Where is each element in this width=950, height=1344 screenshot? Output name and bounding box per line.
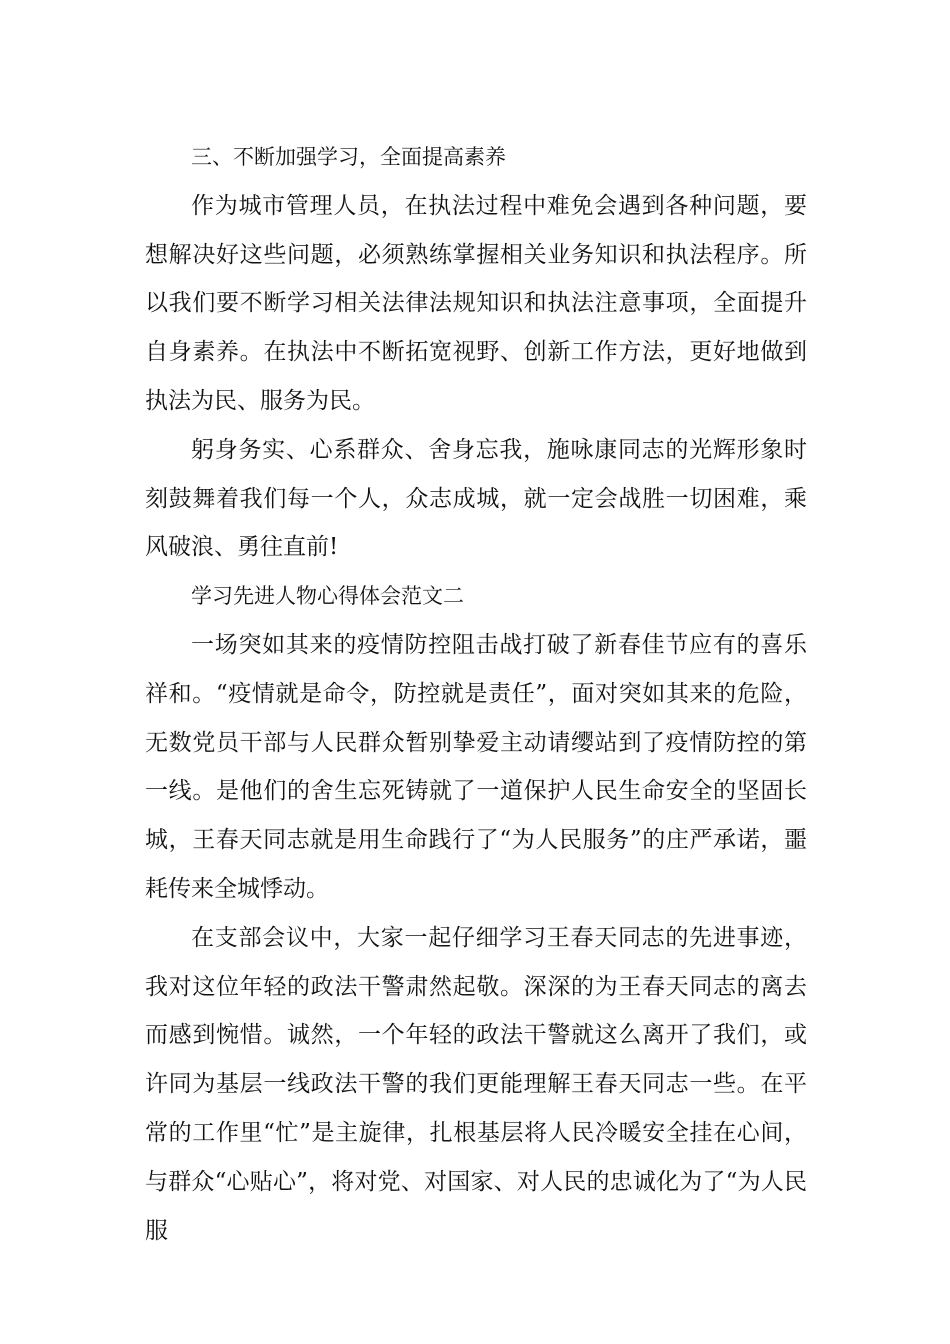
paragraph-text: 作为城市管理人员，在执法过程中难免会遇到各种问题，要想解决好这些问题，必须熟练掌握相关业务知识和执法程序。所以我们要不断学习相关法律法规知识和执法注意事项，全面提升自身素养。在执法中不断拓宽视野、创新工作方法，更好地做到执法为民、服务为民。	[145, 192, 807, 414]
paragraph-text: 在支部会议中，大家一起仔细学习王春天同志的先进事迹，我对这位年轻的政法干警肃然起敬。深深的为王春天同志的离去而感到惋惜。诚然，一个年轻的政法干警就这么离开了我们，或许同为基层一线政法干警的我们更能理解王春天同志一些。在平常的工作里“忙”是主旋律，扎根基层将人民冷暖安全挂在心间，与群众“心贴心”，将对党、对国家、对人民的忠诚化为了“为人民服	[145, 924, 807, 1244]
paragraph-text: 一场突如其来的疫情防控阻击战打破了新春佳节应有的喜乐祥和。“疫情就是命令，防控就是责任”，面对突如其来的危险，无数党员干部与人民群众暂别挚爱主动请缨站到了疫情防控的第一线。是他们的舍生忘死铸就了一道保护人民生命安全的坚固长城，王春天同志就是用生命践行了“为人民服务”的庄严承诺，噩耗传来全城悸动。	[145, 631, 807, 902]
section-heading-strengthen-learning	[145, 133, 807, 182]
section-heading-text: 学习先进人物心得体会范文二	[191, 584, 464, 609]
section-heading-text: 三、不断加强学习，全面提高素养	[191, 145, 506, 169]
paragraph-3	[145, 621, 807, 914]
paragraph-1	[145, 182, 807, 426]
document-body	[145, 133, 807, 1255]
section-heading-essay-two	[145, 572, 807, 621]
paragraph-4	[145, 914, 807, 1256]
paragraph-2	[145, 426, 807, 572]
paragraph-text: 躬身务实、心系群众、舍身忘我，施咏康同志的光辉形象时刻鼓舞着我们每一个人，众志成城，就一定会战胜一切困难，乘风破浪、勇往直前!	[145, 436, 807, 561]
